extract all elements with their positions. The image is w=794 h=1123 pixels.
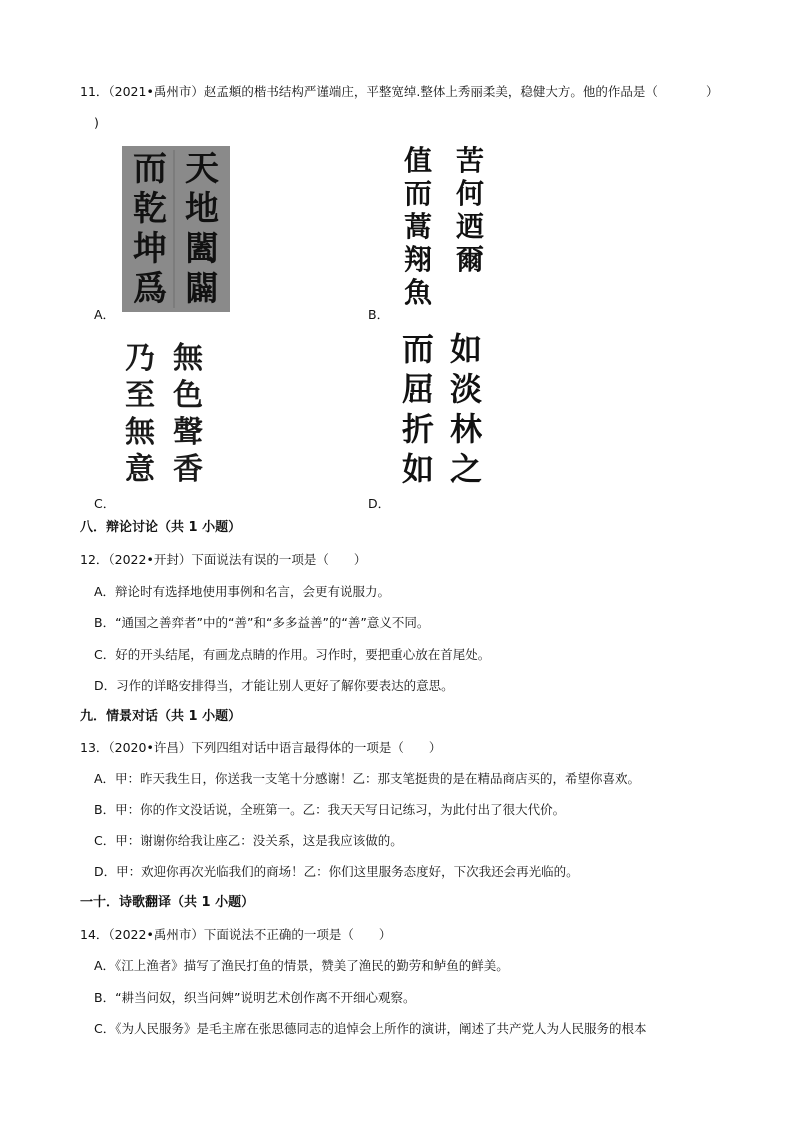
calligraphy-character: 屈 [401,370,435,408]
question-12-option-c: C．好的开头结尾，有画龙点睛的作用。习作时，要把重心放在首尾处。 [94,647,491,662]
question-13-option-a: A．甲：昨天我生日，你送我一支笔十分感谢！乙：那支笔挺贵的是在精品商店买的，希望你喜欢。 [94,771,641,786]
calligraphy-character: 聲 [173,415,203,450]
question-13-stem: 13．（2020•许昌）下列四组对话中语言最得体的一项是（ ） [80,740,442,755]
calligraphy-character: 色 [173,378,203,413]
calligraphy-character: 地 [185,189,219,229]
calligraphy-character: 爾 [455,243,485,276]
calligraphy-character: 乾 [133,189,167,229]
calligraphy-character: 而 [133,149,167,189]
option-d-label: D． [368,496,391,511]
calligraphy-character: 至 [125,378,155,413]
section-9-title: 九．情景对话（共 1 小题） [80,709,242,724]
question-14-option-a: A．《江上渔者》描写了渔民打鱼的情景，赞美了渔民的勤劳和鲈鱼的鲜美。 [94,958,509,973]
calligraphy-character: 如 [401,450,435,488]
option-a-label: A． [94,307,116,322]
option-a-calligraphy-image [122,146,230,312]
question-12-option-b: B．“通国之善弈者”中的“善”和“多多益善”的“善”意义不同。 [94,615,430,630]
calligraphy-character: 翔 [403,243,433,276]
calligraphy-character: 而 [401,330,435,368]
calligraphy-character: 何 [455,177,485,210]
calligraphy-character: 坤 [133,229,167,269]
question-14-stem: 14．（2022•禹州市）下面说法不正确的一项是（ ） [80,927,392,942]
option-c-label: C． [94,496,116,511]
calligraphy-character: 魚 [403,276,433,309]
calligraphy-character: 意 [125,452,155,487]
calligraphy-character: 而 [403,177,433,210]
calligraphy-character: 林 [449,410,483,448]
question-13-option-d: D．甲：欢迎你再次光临我们的商场！乙：你们这里服务态度好，下次我还会再光临的。 [94,864,579,879]
option-d-calligraphy-image [396,328,492,498]
calligraphy-character: 天 [185,149,219,189]
calligraphy-character: 之 [449,450,483,488]
calligraphy-character: 香 [173,452,203,487]
calligraphy-character: 折 [401,410,435,448]
calligraphy-character: 乃 [125,341,155,376]
question-11-stem: 11．（2021•禹州市）赵孟頫的楷书结构严谨端庄，平整宽绰.整体上秀丽柔美，稳健大方。他的作品是（ [80,84,658,99]
calligraphy-character: 苦 [455,144,485,177]
section-10-title: 一十．诗歌翻译（共 1 小题） [80,895,255,910]
question-14-option-b: B．“耕当问奴，织当问婢”说明艺术创作离不开细心观察。 [94,990,416,1005]
question-11-stem-close: ) [94,115,99,130]
calligraphy-character: 值 [403,144,433,177]
calligraphy-character: 蒿 [403,210,433,243]
calligraphy-character: 闢 [185,269,219,309]
question-12-option-a: A．辩论时有选择地使用事例和名言，会更有说服力。 [94,584,391,599]
section-8-title: 八．辩论讨论（共 1 小题） [80,520,242,535]
calligraphy-character: 如 [449,330,483,368]
calligraphy-character: 迺 [455,210,485,243]
option-c-calligraphy-image [116,336,216,496]
question-12-stem: 12．（2022•开封）下面说法有误的一项是（ ） [80,552,367,567]
question-12-option-d: D．习作的详略安排得当，才能让别人更好了解你要表达的意思。 [94,678,454,693]
calligraphy-character: 闔 [185,229,219,269]
question-14-option-c: C．《为人民服务》是毛主席在张思德同志的追悼会上所作的演讲，阐述了共产党人为人民服务的根本 [94,1021,647,1036]
calligraphy-character: 淡 [449,370,483,408]
question-13-option-b: B．甲：你的作文没话说，全班第一。乙：我天天写日记练习，为此付出了很大代价。 [94,802,566,817]
option-b-calligraphy-image [392,142,498,320]
calligraphy-character: 爲 [133,269,167,309]
calligraphy-character: 無 [125,415,155,450]
option-b-label: B． [368,307,390,322]
calligraphy-character: 無 [173,341,203,376]
question-13-option-c: C．甲：谢谢你给我让座乙：没关系，这是我应该做的。 [94,833,403,848]
question-11-stem-paren: ） [706,84,719,99]
